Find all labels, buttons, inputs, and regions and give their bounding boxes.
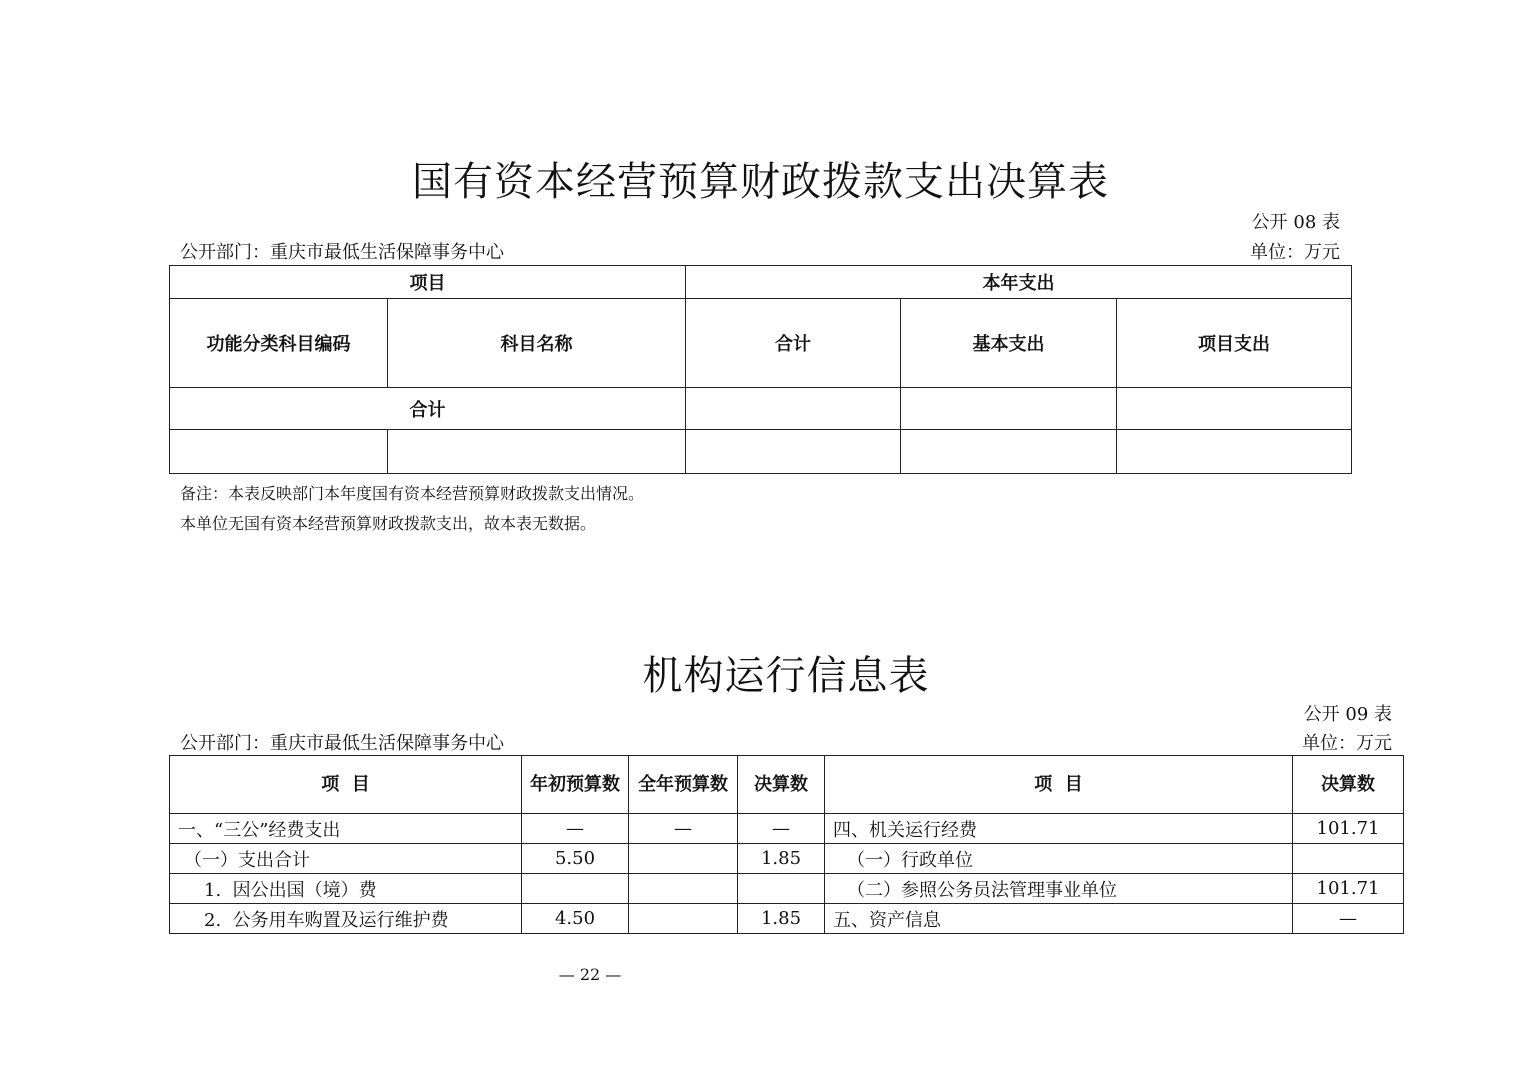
header-basic-expense: 基本支出 bbox=[901, 299, 1117, 388]
empty-cell bbox=[686, 430, 901, 474]
table08-code: 公开 08 表 bbox=[1251, 212, 1340, 233]
row-final-2 bbox=[1293, 844, 1404, 874]
row-item: 2. 公务用车购置及运行维护费 bbox=[170, 904, 522, 934]
header-final-amount: 决算数 bbox=[738, 756, 825, 814]
header-function-code: 功能分类科目编码 bbox=[170, 299, 388, 388]
row-final-2: 101.71 bbox=[1293, 814, 1404, 844]
total-project-cell bbox=[1117, 388, 1352, 430]
total-cell bbox=[686, 388, 901, 430]
table08-note2: 本单位无国有资本经营预算财政拨款支出，故本表无数据。 bbox=[180, 514, 597, 533]
header-item: 项 目 bbox=[170, 756, 522, 814]
empty-cell bbox=[170, 430, 388, 474]
table-row bbox=[170, 814, 1404, 844]
row-full bbox=[629, 904, 738, 934]
row-initial: — bbox=[522, 814, 629, 844]
row-full: — bbox=[629, 814, 738, 844]
table08-note1: 备注：本表反映部门本年度国有资本经营预算财政拨款支出情况。 bbox=[180, 484, 645, 503]
header-project-expense: 项目支出 bbox=[1117, 299, 1352, 388]
row-final bbox=[738, 874, 825, 904]
row-full bbox=[629, 874, 738, 904]
header-year-expense: 本年支出 bbox=[686, 266, 1352, 299]
table09-dept: 公开部门：重庆市最低生活保障事务中心 bbox=[180, 733, 504, 754]
table09-code: 公开 09 表 bbox=[1303, 704, 1392, 725]
row-final: 1.85 bbox=[738, 904, 825, 934]
table-row bbox=[170, 904, 1404, 934]
row-item: （一）支出合计 bbox=[170, 844, 522, 874]
header-subject-name: 科目名称 bbox=[388, 299, 686, 388]
row-item: 一、“三公”经费支出 bbox=[170, 814, 522, 844]
page-number: — 22 — bbox=[558, 965, 622, 984]
table09-title: 机构运行信息表 bbox=[642, 653, 930, 699]
table08-dept: 公开部门：重庆市最低生活保障事务中心 bbox=[180, 242, 504, 263]
row-final-2: — bbox=[1293, 904, 1404, 934]
total-basic-cell bbox=[901, 388, 1117, 430]
row-item: 1. 因公出国（境）费 bbox=[170, 874, 522, 904]
row-item-2: 五、资产信息 bbox=[825, 904, 1293, 934]
row-final: — bbox=[738, 814, 825, 844]
row-final: 1.85 bbox=[738, 844, 825, 874]
table09 bbox=[169, 755, 1404, 934]
table08 bbox=[169, 265, 1352, 474]
table08-unit: 单位：万元 bbox=[1250, 242, 1340, 263]
row-initial: 4.50 bbox=[522, 904, 629, 934]
total-row-label: 合计 bbox=[170, 388, 686, 430]
row-item-2: （二）参照公务员法管理事业单位 bbox=[825, 874, 1293, 904]
empty-cell bbox=[1117, 430, 1352, 474]
table09-unit: 单位：万元 bbox=[1302, 733, 1392, 754]
header-project: 项目 bbox=[170, 266, 686, 299]
header-initial-budget: 年初预算数 bbox=[522, 756, 629, 814]
row-final-2: 101.71 bbox=[1293, 874, 1404, 904]
header-final-amount-2: 决算数 bbox=[1293, 756, 1404, 814]
row-initial: 5.50 bbox=[522, 844, 629, 874]
header-total: 合计 bbox=[686, 299, 901, 388]
row-initial bbox=[522, 874, 629, 904]
empty-cell bbox=[901, 430, 1117, 474]
row-item-2: （一）行政单位 bbox=[825, 844, 1293, 874]
table-row bbox=[170, 844, 1404, 874]
empty-cell bbox=[388, 430, 686, 474]
table-row bbox=[170, 874, 1404, 904]
header-full-year-budget: 全年预算数 bbox=[629, 756, 738, 814]
row-full bbox=[629, 844, 738, 874]
table08-title: 国有资本经营预算财政拨款支出决算表 bbox=[412, 159, 1109, 205]
row-item-2: 四、机关运行经费 bbox=[825, 814, 1293, 844]
header-item-2: 项 目 bbox=[825, 756, 1293, 814]
